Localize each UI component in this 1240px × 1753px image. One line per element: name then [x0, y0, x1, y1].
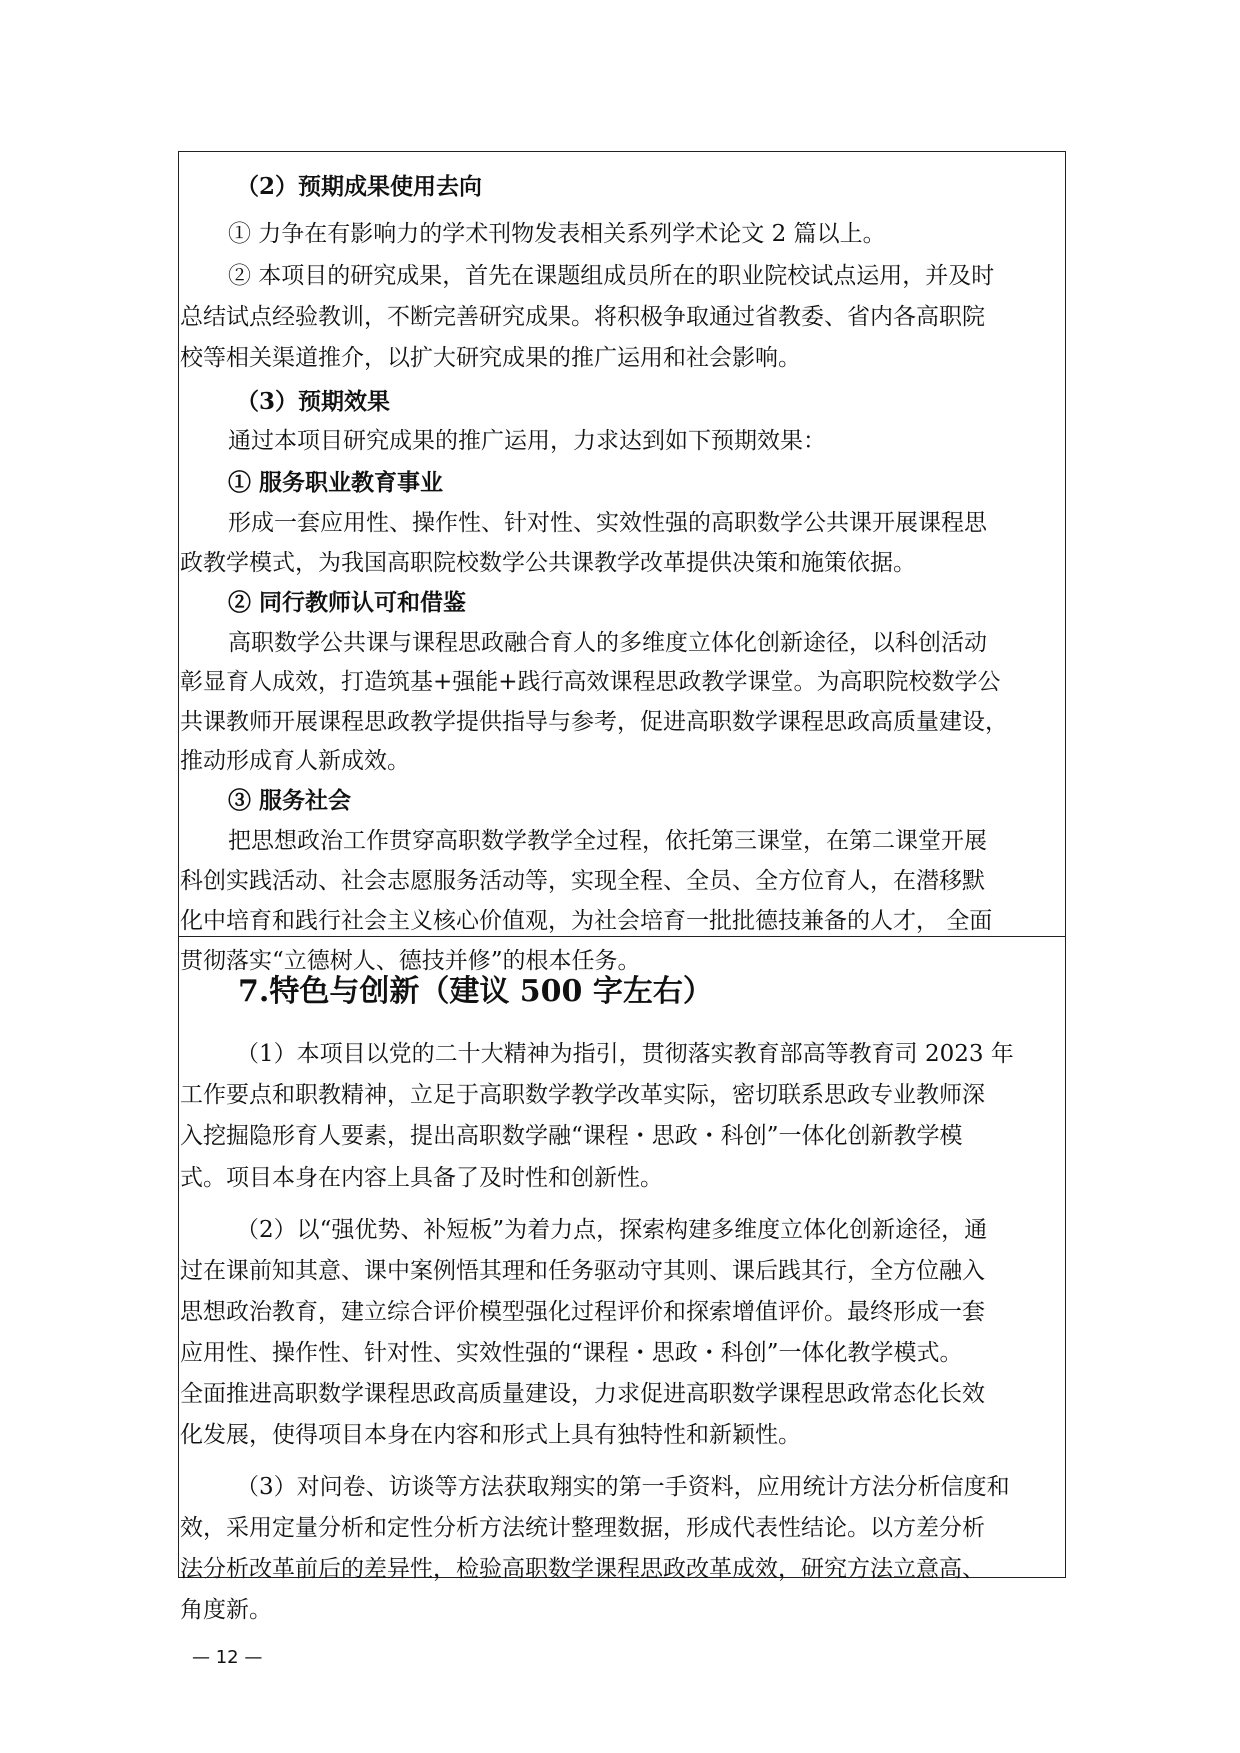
paragraph-line: 思想政治教育，建立综合评价模型强化过程评价和探索增值评价。最终形成一套: [180, 1299, 985, 1325]
paragraph-line: 应用性、操作性、针对性、实效性强的“课程・思政・科创”一体化教学模式。: [180, 1340, 963, 1366]
paragraph-line: ② 本项目的研究成果，首先在课题组成员所在的职业院校试点运用，并及时: [228, 263, 995, 289]
paragraph-line: ① 力争在有影响力的学术刊物发表相关系列学术论文 2 篇以上。: [228, 221, 886, 247]
subsection-heading: ② 同行教师认可和借鉴: [228, 589, 467, 616]
paragraph-line: （3）对问卷、访谈等方法获取翔实的第一手资料，应用统计方法分析信度和: [236, 1474, 1010, 1500]
subsection-heading: ① 服务职业教育事业: [228, 469, 444, 496]
paragraph-line: 效，采用定量分析和定性分析方法统计整理数据，形成代表性结论。以方差分析: [180, 1515, 985, 1541]
section-heading: （3）预期效果: [236, 388, 391, 415]
paragraph-line: （2）以“强优势、补短板”为着力点，探索构建多维度立体化创新途径，通: [236, 1217, 988, 1243]
paragraph-line: 贯彻落实“立德树人、德技并修”的根本任务。: [180, 948, 641, 974]
paragraph-line: 化发展，使得项目本身在内容和形式上具有独特性和新颖性。: [180, 1422, 801, 1448]
paragraph-line: 总结试点经验教训，不断完善研究成果。将积极争取通过省教委、省内各高职院: [180, 304, 985, 330]
paragraph-line: 工作要点和职教精神，立足于高职数学教学改革实际，密切联系思政专业教师深: [180, 1082, 985, 1108]
paragraph-line: 角度新。: [180, 1597, 272, 1623]
paragraph-line: 校等相关渠道推介，以扩大研究成果的推广运用和社会影响。: [180, 345, 801, 371]
paragraph-line: 全面推进高职数学课程思政高质量建设，力求促进高职数学课程思政常态化长效: [180, 1381, 985, 1407]
paragraph-line: 彰显育人成效，打造筑基+强能+践行高效课程思政教学课堂。为高职院校数学公: [180, 669, 1001, 695]
paragraph-line: 推动形成育人新成效。: [180, 748, 410, 774]
paragraph-line: 通过本项目研究成果的推广运用，力求达到如下预期效果：: [228, 428, 826, 454]
subsection-heading: ③ 服务社会: [228, 787, 352, 814]
page-number: — 12 —: [192, 1647, 263, 1668]
paragraph-line: （1）本项目以党的二十大精神为指引，贯彻落实教育部高等教育司 2023 年: [236, 1041, 1014, 1067]
paragraph-line: 法分析改革前后的差异性，检验高职数学课程思政改革成效，研究方法立意高、: [180, 1556, 985, 1582]
section-heading: （2）预期成果使用去向: [236, 173, 483, 200]
paragraph-line: 把思想政治工作贯穿高职数学教学全过程，依托第三课堂，在第二课堂开展: [228, 828, 987, 854]
paragraph-line: 政教学模式，为我国高职院校数学公共课教学改革提供决策和施策依据。: [180, 550, 916, 576]
paragraph-line: 高职数学公共课与课程思政融合育人的多维度立体化创新途径，以科创活动: [228, 630, 987, 656]
paragraph-line: 科创实践活动、社会志愿服务活动等，实现全程、全员、全方位育人，在潜移默: [180, 868, 985, 894]
paragraph-line: 化中培育和践行社会主义核心价值观，为社会培育一批批德技兼备的人才， 全面: [180, 908, 993, 934]
paragraph-line: 共课教师开展课程思政教学提供指导与参考，促进高职数学课程思政高质量建设，: [180, 709, 1008, 735]
paragraph-line: 形成一套应用性、操作性、针对性、实效性强的高职数学公共课开展课程思: [228, 510, 987, 536]
paragraph-line: 式。项目本身在内容上具备了及时性和创新性。: [180, 1165, 663, 1191]
paragraph-line: 入挖掘隐形育人要素，提出高职数学融“课程・思政・科创”一体化创新教学模: [180, 1123, 963, 1149]
section-title: 7.特色与创新（建议 500 字左右）: [238, 974, 713, 1009]
paragraph-line: 过在课前知其意、课中案例悟其理和任务驱动守其则、课后践其行，全方位融入: [180, 1258, 985, 1284]
